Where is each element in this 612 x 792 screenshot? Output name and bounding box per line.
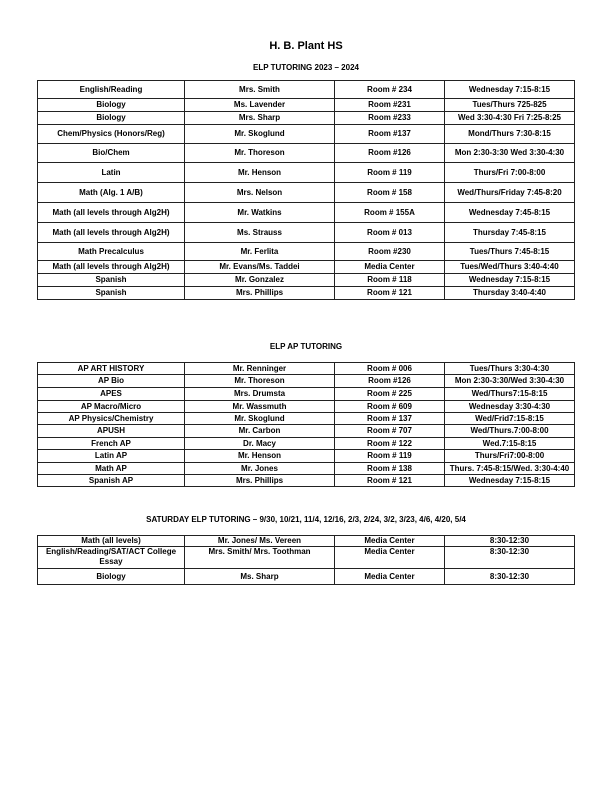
cell-subject: English/Reading/SAT/ACT College Essay	[38, 547, 185, 569]
cell-subject: Biology	[38, 99, 185, 112]
cell-teacher: Mr. Henson	[185, 450, 335, 463]
cell-subject: Math (all levels through Alg2H)	[38, 203, 185, 223]
cell-subject: Chem/Physics (Honors/Reg)	[38, 125, 185, 144]
cell-schedule: Wednesday 7:15-8:15	[445, 81, 575, 99]
cell-schedule: Mon 2:30-3:30 Wed 3:30-4:30	[445, 144, 575, 163]
table-row	[38, 274, 575, 287]
cell-room: Room #126	[335, 144, 445, 163]
cell-subject: Bio/Chem	[38, 144, 185, 163]
cell-room: Media Center	[335, 261, 445, 274]
table-row	[38, 450, 575, 463]
cell-subject: Math AP	[38, 463, 185, 475]
cell-teacher: Mr. Skoglund	[185, 413, 335, 425]
cell-subject: AP Macro/Micro	[38, 401, 185, 413]
cell-room: Room # 119	[335, 163, 445, 183]
cell-room: Room # 122	[335, 438, 445, 450]
table-row	[38, 388, 575, 401]
cell-subject: Latin AP	[38, 450, 185, 463]
table-row	[38, 144, 575, 163]
cell-schedule: Mon 2:30-3:30/Wed 3:30-4:30	[445, 375, 575, 388]
cell-subject: AP Physics/Chemistry	[38, 413, 185, 425]
saturday-tutoring-heading: SATURDAY ELP TUTORING – 9/30, 10/21, 11/4, 12/16, 2/3, 2/24, 3/2, 3/23, 4/6, 4/20, 5/4	[146, 515, 466, 524]
cell-subject: AP Bio	[38, 375, 185, 388]
cell-room: Room # 234	[335, 81, 445, 99]
cell-teacher: Mr. Skoglund	[185, 125, 335, 144]
cell-subject: Math (all levels through Alg2H)	[38, 261, 185, 274]
table-row	[38, 463, 575, 475]
cell-teacher: Mr. Thoreson	[185, 144, 335, 163]
cell-schedule: Tues/Thurs 725-825	[445, 99, 575, 112]
cell-schedule: Mond/Thurs 7:30-8:15	[445, 125, 575, 144]
cell-room: Room # 609	[335, 401, 445, 413]
cell-teacher: Mr. Ferlita	[185, 243, 335, 261]
table-row	[38, 569, 575, 585]
cell-teacher: Mr. Jones/ Ms. Vereen	[185, 536, 335, 547]
cell-teacher: Dr. Macy	[185, 438, 335, 450]
page-title: H. B. Plant HS	[269, 40, 343, 52]
cell-room: Room #230	[335, 243, 445, 261]
cell-subject: Latin	[38, 163, 185, 183]
cell-teacher: Mrs. Drumsta	[185, 388, 335, 401]
cell-teacher: Mr. Carbon	[185, 425, 335, 438]
cell-room: Room # 013	[335, 223, 445, 243]
elp-ap-tutoring-heading: ELP AP TUTORING	[269, 342, 343, 351]
cell-schedule: Thursday 3:40-4:40	[445, 287, 575, 300]
cell-room: Room #137	[335, 125, 445, 144]
cell-teacher: Ms. Sharp	[185, 569, 335, 585]
cell-teacher: Mrs. Phillips	[185, 287, 335, 300]
table-row	[38, 112, 575, 125]
cell-room: Room # 225	[335, 388, 445, 401]
cell-teacher: Mr. Jones	[185, 463, 335, 475]
cell-schedule: Wed/Frid7:15-8:15	[445, 413, 575, 425]
cell-teacher: Ms. Strauss	[185, 223, 335, 243]
cell-schedule: Wednesday 7:45-8:15	[445, 203, 575, 223]
cell-teacher: Mr. Watkins	[185, 203, 335, 223]
table-row	[38, 363, 575, 375]
cell-room: Room #126	[335, 375, 445, 388]
table-row	[38, 287, 575, 300]
cell-teacher: Mrs. Phillips	[185, 475, 335, 487]
cell-subject: Math (all levels through Alg2H)	[38, 223, 185, 243]
cell-room: Room # 155A	[335, 203, 445, 223]
table-row	[38, 223, 575, 243]
cell-schedule: Wednesday 3:30-4:30	[445, 401, 575, 413]
table-row	[38, 243, 575, 261]
cell-room: Room # 707	[335, 425, 445, 438]
saturday-tutoring-table	[37, 535, 575, 585]
cell-subject: Biology	[38, 569, 185, 585]
cell-room: Room # 121	[335, 287, 445, 300]
cell-schedule: Wednesday 7:15-8:15	[445, 475, 575, 487]
cell-schedule: Tues/Thurs 3:30-4:30	[445, 363, 575, 375]
cell-subject: Biology	[38, 112, 185, 125]
cell-teacher: Mr. Wassmuth	[185, 401, 335, 413]
cell-subject: Math (Alg. 1 A/B)	[38, 183, 185, 203]
cell-teacher: Mrs. Smith/ Mrs. Toothman	[185, 547, 335, 569]
table-row	[38, 413, 575, 425]
table-row	[38, 125, 575, 144]
cell-teacher: Mr. Gonzalez	[185, 274, 335, 287]
cell-schedule: Wed/Thurs/Friday 7:45-8:20	[445, 183, 575, 203]
cell-schedule: Thurs. 7:45-8:15/Wed. 3:30-4:40	[445, 463, 575, 475]
cell-schedule: 8:30-12:30	[445, 569, 575, 585]
table-row	[38, 163, 575, 183]
cell-teacher: Ms. Lavender	[185, 99, 335, 112]
cell-teacher: Mr. Thoreson	[185, 375, 335, 388]
cell-room: Media Center	[335, 569, 445, 585]
cell-room: Room # 119	[335, 450, 445, 463]
elp-tutoring-heading: ELP TUTORING 2023 – 2024	[253, 63, 359, 72]
table-row	[38, 203, 575, 223]
table-row	[38, 425, 575, 438]
table-row	[38, 438, 575, 450]
table-row	[38, 536, 575, 547]
cell-schedule: Tues/Thurs 7:45-8:15	[445, 243, 575, 261]
cell-room: Room # 158	[335, 183, 445, 203]
elp-ap-tutoring-table	[37, 362, 575, 487]
cell-teacher: Mrs. Sharp	[185, 112, 335, 125]
cell-room: Media Center	[335, 547, 445, 569]
cell-subject: French AP	[38, 438, 185, 450]
cell-schedule: 8:30-12:30	[445, 547, 575, 569]
cell-subject: AP ART HISTORY	[38, 363, 185, 375]
elp-tutoring-table	[37, 80, 575, 300]
cell-schedule: 8:30-12:30	[445, 536, 575, 547]
table-row	[38, 547, 575, 569]
cell-subject: Spanish	[38, 287, 185, 300]
cell-room: Room #233	[335, 112, 445, 125]
table-row	[38, 401, 575, 413]
cell-teacher: Mrs. Nelson	[185, 183, 335, 203]
cell-schedule: Wed.7:15-8:15	[445, 438, 575, 450]
cell-room: Room # 121	[335, 475, 445, 487]
cell-room: Room # 138	[335, 463, 445, 475]
cell-subject: Math Precalculus	[38, 243, 185, 261]
cell-room: Room #231	[335, 99, 445, 112]
cell-room: Room # 137	[335, 413, 445, 425]
table-row	[38, 183, 575, 203]
cell-schedule: Thurs/Fri7:00-8:00	[445, 450, 575, 463]
cell-subject: Spanish AP	[38, 475, 185, 487]
cell-subject: Math (all levels)	[38, 536, 185, 547]
cell-schedule: Wed 3:30-4:30 Fri 7:25-8:25	[445, 112, 575, 125]
table-row	[38, 81, 575, 99]
table-row	[38, 475, 575, 487]
cell-subject: APES	[38, 388, 185, 401]
cell-teacher: Mr. Evans/Ms. Taddei	[185, 261, 335, 274]
cell-subject: APUSH	[38, 425, 185, 438]
cell-schedule: Wed/Thurs7:15-8:15	[445, 388, 575, 401]
cell-schedule: Wed/Thurs.7:00-8:00	[445, 425, 575, 438]
cell-teacher: Mr. Renninger	[185, 363, 335, 375]
cell-schedule: Thurs/Fri 7:00-8:00	[445, 163, 575, 183]
cell-room: Room # 118	[335, 274, 445, 287]
cell-schedule: Thursday 7:45-8:15	[445, 223, 575, 243]
cell-subject: English/Reading	[38, 81, 185, 99]
table-row	[38, 375, 575, 388]
table-row	[38, 99, 575, 112]
cell-room: Media Center	[335, 536, 445, 547]
cell-schedule: Tues/Wed/Thurs 3:40-4:40	[445, 261, 575, 274]
cell-teacher: Mr. Henson	[185, 163, 335, 183]
cell-teacher: Mrs. Smith	[185, 81, 335, 99]
cell-subject: Spanish	[38, 274, 185, 287]
cell-room: Room # 006	[335, 363, 445, 375]
table-row	[38, 261, 575, 274]
cell-schedule: Wednesday 7:15-8:15	[445, 274, 575, 287]
